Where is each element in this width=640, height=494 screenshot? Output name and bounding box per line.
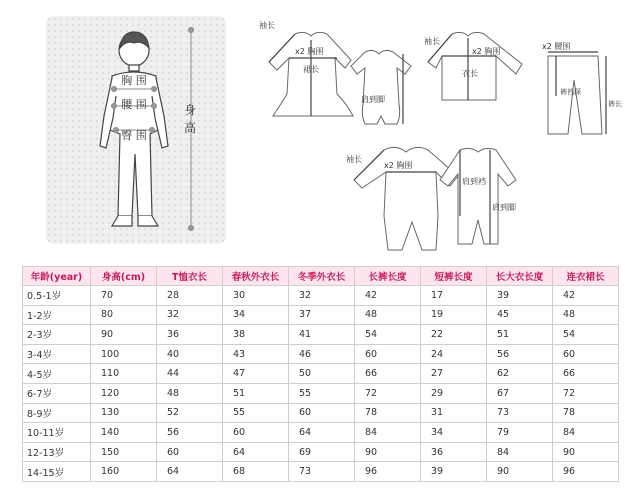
crotch-depth-label: 裤裆深 <box>560 88 581 96</box>
age-cell: 6-7岁 <box>23 383 91 403</box>
age-cell: 8-9岁 <box>23 403 91 423</box>
size-cell: 60 <box>157 442 223 462</box>
size-cell: 45 <box>487 305 553 325</box>
size-cell: 42 <box>553 286 619 306</box>
size-cell: 32 <box>289 286 355 306</box>
pants-length-label: 裤长 <box>608 100 622 108</box>
size-cell: 55 <box>289 383 355 403</box>
jumpsuit-sleeve-length-label: 袖长 <box>346 155 362 164</box>
size-cell: 34 <box>421 423 487 443</box>
size-cell: 60 <box>289 403 355 423</box>
size-cell: 28 <box>157 286 223 306</box>
size-cell: 40 <box>157 344 223 364</box>
size-cell: 43 <box>223 344 289 364</box>
size-cell: 60 <box>223 423 289 443</box>
column-header: 连衣裙长 <box>553 267 619 286</box>
column-header: 长裤长度 <box>355 267 421 286</box>
jumpsuit-diagram <box>340 140 540 260</box>
pants-top-sleeve-length-label: 袖长 <box>424 37 440 46</box>
table-row <box>23 344 619 364</box>
size-cell: 79 <box>487 423 553 443</box>
size-cell: 41 <box>289 325 355 345</box>
age-cell: 14-15岁 <box>23 462 91 482</box>
size-cell: 110 <box>91 364 157 384</box>
size-cell: 160 <box>91 462 157 482</box>
size-cell: 39 <box>487 286 553 306</box>
size-cell: 80 <box>91 305 157 325</box>
table-row <box>23 462 619 482</box>
table-row <box>23 305 619 325</box>
size-cell: 64 <box>157 462 223 482</box>
size-cell: 90 <box>553 442 619 462</box>
size-cell: 73 <box>289 462 355 482</box>
table-row <box>23 442 619 462</box>
size-cell: 130 <box>91 403 157 423</box>
size-cell: 22 <box>421 325 487 345</box>
column-header: 冬季外衣长 <box>289 267 355 286</box>
size-cell: 96 <box>553 462 619 482</box>
size-cell: 17 <box>421 286 487 306</box>
size-cell: 78 <box>553 403 619 423</box>
size-cell: 60 <box>355 344 421 364</box>
size-cell: 42 <box>355 286 421 306</box>
size-cell: 67 <box>487 383 553 403</box>
size-cell: 72 <box>553 383 619 403</box>
size-cell: 96 <box>355 462 421 482</box>
age-cell: 0.5-1岁 <box>23 286 91 306</box>
size-cell: 55 <box>223 403 289 423</box>
size-cell: 19 <box>421 305 487 325</box>
column-header: 短裤长度 <box>421 267 487 286</box>
table-row <box>23 423 619 443</box>
age-cell: 12-13岁 <box>23 442 91 462</box>
size-cell: 37 <box>289 305 355 325</box>
size-cell: 38 <box>223 325 289 345</box>
size-cell: 56 <box>487 344 553 364</box>
size-cell: 56 <box>157 423 223 443</box>
age-cell: 2-3岁 <box>23 325 91 345</box>
waist-label: 腰 围 <box>121 98 147 111</box>
size-cell: 64 <box>223 442 289 462</box>
size-cell: 120 <box>91 383 157 403</box>
dress-skirt-length-label: 裙长 <box>303 65 319 74</box>
size-cell: 84 <box>487 442 553 462</box>
size-cell: 100 <box>91 344 157 364</box>
column-header: 春秋外衣长 <box>223 267 289 286</box>
bodysuit-shoulder-to-hem-label: 肩到脚 <box>361 95 385 104</box>
size-cell: 46 <box>289 344 355 364</box>
jumpsuit-chest-label: x2 胸围 <box>384 161 413 170</box>
dress-chest-label: x2 胸围 <box>295 47 324 56</box>
size-cell: 140 <box>91 423 157 443</box>
size-cell: 60 <box>553 344 619 364</box>
top-length-label: 衣长 <box>462 69 478 78</box>
age-cell: 1-2岁 <box>23 305 91 325</box>
column-header: 年龄(year) <box>23 267 91 286</box>
table-row <box>23 364 619 384</box>
top-pants-diagram <box>422 16 622 140</box>
shoulder-to-foot-label: 肩到脚 <box>492 203 516 212</box>
waist-width-label: x2 腰围 <box>542 42 571 51</box>
size-cell: 30 <box>223 286 289 306</box>
size-cell: 54 <box>355 325 421 345</box>
size-cell: 66 <box>553 364 619 384</box>
size-cell: 73 <box>487 403 553 423</box>
shoulder-to-crotch-label: 肩到裆 <box>462 177 486 186</box>
table-row <box>23 325 619 345</box>
size-cell: 36 <box>157 325 223 345</box>
size-cell: 84 <box>355 423 421 443</box>
table-row <box>23 383 619 403</box>
size-cell: 44 <box>157 364 223 384</box>
size-cell: 72 <box>355 383 421 403</box>
size-cell: 78 <box>355 403 421 423</box>
size-cell: 84 <box>553 423 619 443</box>
size-cell: 48 <box>157 383 223 403</box>
pants-top-chest-label: x2 胸围 <box>472 47 501 56</box>
height-label-1: 身 <box>183 103 197 117</box>
size-cell: 150 <box>91 442 157 462</box>
size-cell: 69 <box>289 442 355 462</box>
size-cell: 62 <box>487 364 553 384</box>
size-cell: 48 <box>553 305 619 325</box>
size-cell: 24 <box>421 344 487 364</box>
hip-label: 臀 围 <box>121 129 147 142</box>
dress-bodysuit-diagram <box>255 16 425 140</box>
size-cell: 47 <box>223 364 289 384</box>
size-cell: 64 <box>289 423 355 443</box>
chest-label: 胸 围 <box>121 74 147 87</box>
size-cell: 90 <box>355 442 421 462</box>
size-cell: 31 <box>421 403 487 423</box>
size-cell: 29 <box>421 383 487 403</box>
size-cell: 34 <box>223 305 289 325</box>
size-cell: 27 <box>421 364 487 384</box>
dress-sleeve-length-label: 袖长 <box>259 21 275 30</box>
table-row <box>23 286 619 306</box>
size-cell: 50 <box>289 364 355 384</box>
size-cell: 51 <box>487 325 553 345</box>
age-cell: 4-5岁 <box>23 364 91 384</box>
size-cell: 66 <box>355 364 421 384</box>
size-cell: 90 <box>487 462 553 482</box>
column-header: 身高(cm) <box>91 267 157 286</box>
size-cell: 36 <box>421 442 487 462</box>
size-cell: 32 <box>157 305 223 325</box>
size-cell: 39 <box>421 462 487 482</box>
column-header: 长大衣长度 <box>487 267 553 286</box>
height-label-2: 高 <box>183 121 197 135</box>
size-chart-table <box>22 266 619 482</box>
size-cell: 52 <box>157 403 223 423</box>
size-cell: 68 <box>223 462 289 482</box>
size-cell: 48 <box>355 305 421 325</box>
column-header: T恤衣长 <box>157 267 223 286</box>
table-row <box>23 403 619 423</box>
size-cell: 51 <box>223 383 289 403</box>
size-cell: 70 <box>91 286 157 306</box>
size-cell: 54 <box>553 325 619 345</box>
age-cell: 3-4岁 <box>23 344 91 364</box>
age-cell: 10-11岁 <box>23 423 91 443</box>
table-header-row <box>23 267 619 286</box>
body-figure-diagram <box>46 16 226 244</box>
size-cell: 90 <box>91 325 157 345</box>
